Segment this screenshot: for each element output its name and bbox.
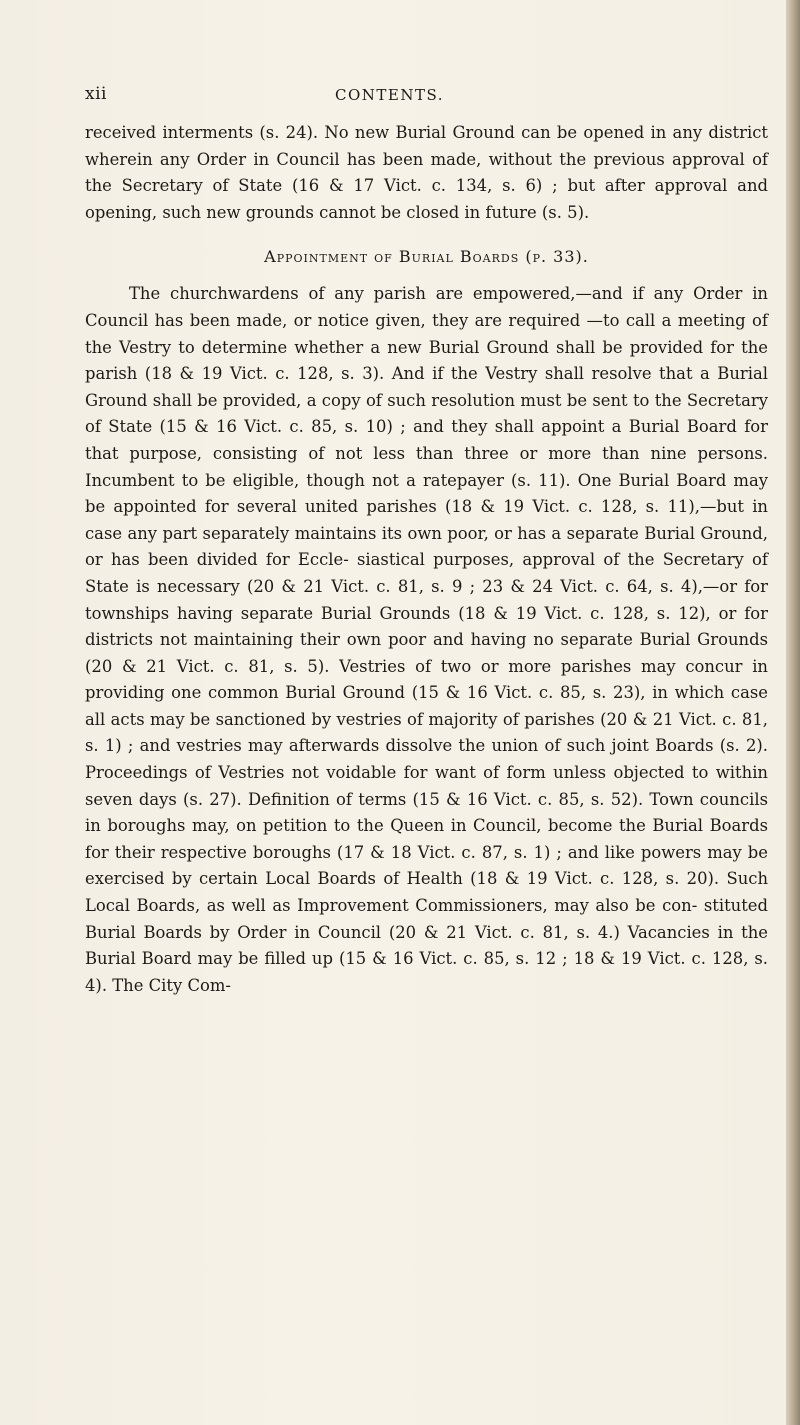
body-text bbox=[85, 120, 768, 999]
paragraph-intro: received interments (s. 24). No new Burial Ground can be opened in any district wherein any Order in Council has been made, without the previous approval of the Secretary of State (16 & 17 Vict. c. 134, s. 6) ; but after approval and opening, such new grounds cannot be closed in future (s. 5). bbox=[85, 123, 768, 222]
section-heading: Appointment of Burial Boards (p. 33). bbox=[264, 247, 589, 267]
paragraph-burial-boards: The churchwardens of any parish are empowered,—and if any Order in Council has been made, or notice given, they are required —to call a meeting of the Vestry to determine whether a new Burial Ground shall be provided for the parish (18 & 19 Vict. c. 128, s. 3). And if the Vestry shall resolve that a Burial Ground shall be provided, a copy of such resolution must be sent to the Secretary of State (15 & 16 Vict. c. 85, s. 10) ; and they shall appoint a Burial Board for that purpose, consisting of not less than three or more than nine persons. Incumbent to be eligible, though not a ratepayer (s. 11). One Burial Board may be appointed for several united parishes (18 & 19 Vict. c. 128, s. 11),—but in case any part separately maintains its own poor, or has a separate Burial Ground, or has been divided for Eccle- siastical purposes, approval of the Secretary of State is necessary (20 & 21 Vict. c. 81, s. 9 ; 23 & 24 Vict. c. 64, s. 4),—or for townships having separate Burial Grounds (18 & 19 Vict. c. 128, s. 12), or for districts not maintaining their own poor and having no separate Burial Grounds (20 & 21 Vict. c. 81, s. 5). Vestries of two or more parishes may concur in providing one common Burial Ground (15 & 16 Vict. c. 85, s. 23), in which case all acts may be sanctioned by vestries of majority of parishes (20 & 21 Vict. c. 81, s. 1) ; and vestries may afterwards dissolve the union of such joint Boards (s. 2). Proceedings of Vestries not voidable for want of form unless objected to within seven days (s. 27). Definition of terms (15 & 16 Vict. c. 85, s. 52). Town councils in boroughs may, on petition to the Queen in Council, become the Burial Boards for their respective boroughs (17 & 18 Vict. c. 87, s. 1) ; and like powers may be exercised by certain Local Boards of Health (18 & 19 Vict. c. 128, s. 20). Such Local Boards, as well as Improvement Commissioners, may also be con- stituted Burial Boards by Order in Council (20 & 21 Vict. c. 81, s. 4.) Vacancies in the Burial Board may be filled up (15 & 16 Vict. c. 85, s. 12 ; 18 & 19 Vict. c. 128, s. 4). The City Com- bbox=[85, 284, 768, 995]
page-edge-shadow bbox=[786, 0, 800, 1425]
page-number: xii bbox=[85, 84, 107, 104]
running-title: CONTENTS. bbox=[335, 86, 444, 104]
running-head bbox=[85, 84, 725, 108]
